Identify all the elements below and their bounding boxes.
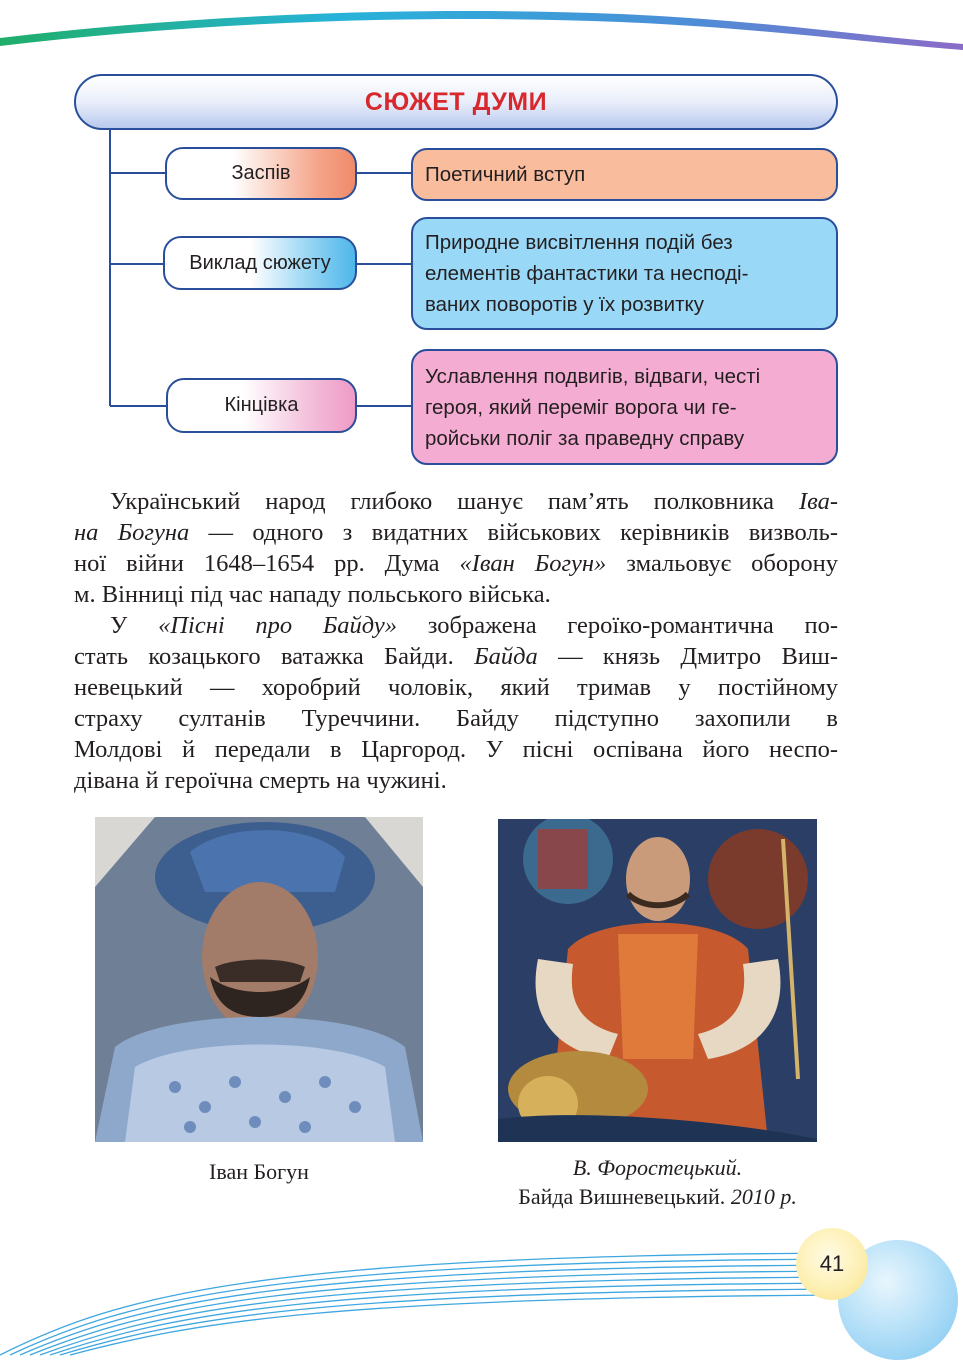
painting-baida-vyshnevetskyi <box>498 819 817 1142</box>
paragraph-baida <box>74 610 838 796</box>
part-description-zaspiv <box>411 148 838 201</box>
page-number: 41 <box>796 1228 868 1300</box>
caption-baida <box>470 1153 845 1211</box>
text-line: У «Пісні про Байду» зображена героїко-романтична по- <box>110 612 838 639</box>
text-line: стать козацького ватажка Байди. Байда — князь Дмитро Виш- <box>74 643 838 670</box>
description-line: елементів фантастики та несподі- <box>425 262 749 285</box>
paragraph-bohun <box>74 486 838 610</box>
caption-title: Байда Вишневецький. <box>518 1184 731 1209</box>
part-description-kintsivka <box>411 349 838 465</box>
caption-ivan-bohun: Іван Богун <box>209 1159 309 1184</box>
text-line: невецький — хоробрий чоловік, який тримав у постійному <box>74 674 838 701</box>
text-line: Молдові й передали в Царгород. У пісні оспівана його неспо- <box>74 736 838 763</box>
body-text <box>74 486 838 796</box>
description-line: Природне висвітлення подій без <box>425 231 733 254</box>
text-line: Український народ глибоко шанує пам’ять полковника Іва- <box>110 488 838 515</box>
text-line: на Богуна — одного з видатних військових керівників визволь- <box>74 519 838 546</box>
portrait-ivan-bohun <box>95 817 423 1142</box>
part-node-vyklad-syuzhetu: Виклад сюжету <box>163 236 357 290</box>
text-line: дівана й героїчна смерть на чужині. <box>74 767 447 794</box>
description-line: героя, який переміг ворога чи ге- <box>425 395 737 419</box>
part-node-zaspiv: Заспів <box>165 147 357 200</box>
part-description-vyklad <box>411 217 838 330</box>
part-node-kintsivka: Кінцівка <box>166 378 357 433</box>
caption-author: В. Форостецький. <box>572 1155 743 1180</box>
text-line: ної війни 1648–1654 рр. Дума «Іван Богун» змальовує оборону <box>74 550 838 577</box>
description-line: ваних поворотів у їх розвитку <box>425 293 704 316</box>
top-decorative-wave <box>0 0 963 60</box>
text-line: м. Вінниці під час нападу польського війська. <box>74 581 551 608</box>
diagram-title: СЮЖЕТ ДУМИ <box>74 74 838 130</box>
description-line: Уславлення подвигів, відваги, честі <box>425 364 761 388</box>
text-line: страху султанів Туреччини. Байду підступно захопили в <box>74 705 838 732</box>
description-line: ройськи поліг за праведну справу <box>425 426 745 450</box>
description-line: Поетичний вступ <box>425 163 586 186</box>
caption-year: 2010 р. <box>730 1184 797 1209</box>
